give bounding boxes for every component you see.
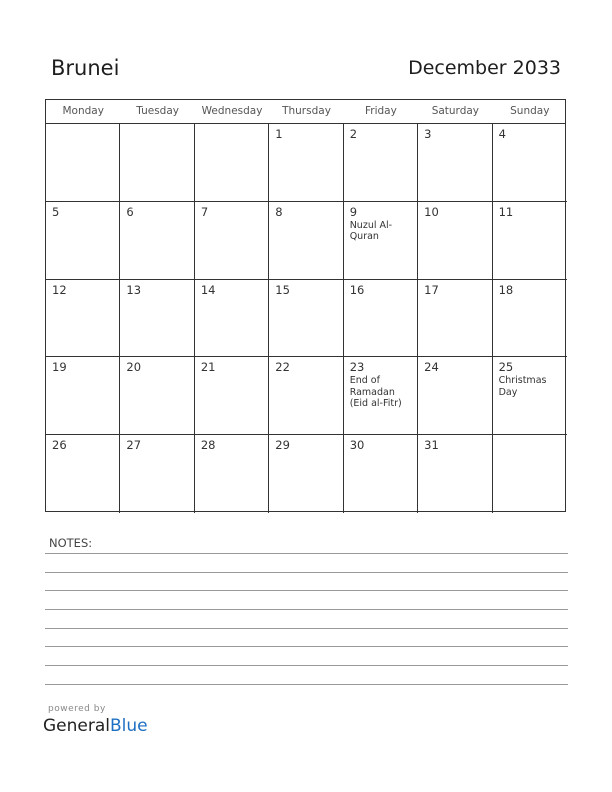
day-number: 31 xyxy=(424,438,439,453)
weekday-thursday: Thursday xyxy=(282,105,331,117)
day-number: 27 xyxy=(126,438,142,453)
day-number: 7 xyxy=(200,204,209,219)
day-number: 26 xyxy=(52,438,67,453)
brand-general: General xyxy=(43,716,110,736)
weekday-sunday: Sunday xyxy=(510,105,550,117)
day-cell xyxy=(344,202,418,280)
day-number: 18 xyxy=(498,282,514,297)
day-number: 10 xyxy=(424,204,439,219)
day-number: 3 xyxy=(424,127,432,141)
holiday-event: Christmas Day xyxy=(498,375,547,398)
note-line xyxy=(45,572,568,573)
calendar-grid xyxy=(45,99,566,512)
day-number: 25 xyxy=(498,360,514,375)
day-cell xyxy=(344,435,418,513)
brand-blue: Blue xyxy=(110,716,148,736)
day-number: 16 xyxy=(349,282,365,297)
weekday-tuesday: Tuesday xyxy=(136,105,179,117)
weekday-header-row xyxy=(46,100,565,124)
day-cell xyxy=(493,202,567,280)
day-cell xyxy=(269,124,343,202)
day-cell xyxy=(195,357,269,435)
day-cell xyxy=(418,435,492,513)
day-cell xyxy=(418,280,492,358)
day-cell xyxy=(46,435,120,513)
day-number: 1 xyxy=(275,127,283,141)
day-cell xyxy=(46,280,120,358)
note-line xyxy=(45,590,568,591)
day-number: 21 xyxy=(200,360,216,375)
powered-by-text: powered by xyxy=(48,704,106,714)
day-cell xyxy=(493,435,567,513)
day-cell xyxy=(344,124,418,202)
day-number: 5 xyxy=(52,204,60,219)
day-cell xyxy=(418,357,492,435)
day-cell xyxy=(120,435,194,513)
day-cell xyxy=(120,280,194,358)
day-cell xyxy=(195,280,269,358)
day-number: 4 xyxy=(498,127,506,141)
day-number: 14 xyxy=(200,282,216,297)
day-cell xyxy=(493,357,567,435)
day-number: 23 xyxy=(349,360,365,375)
day-number: 8 xyxy=(275,204,283,219)
day-cell xyxy=(120,202,194,280)
day-number: 29 xyxy=(275,438,290,453)
day-cell xyxy=(46,357,120,435)
day-number: 9 xyxy=(349,204,358,219)
holiday-event: Nuzul Al-Quran xyxy=(349,219,393,243)
day-cell xyxy=(418,202,492,280)
day-cell xyxy=(344,357,418,435)
day-cell xyxy=(195,202,269,280)
weekday-friday: Friday xyxy=(365,105,397,117)
day-cell xyxy=(493,124,567,202)
day-number: 17 xyxy=(424,282,439,297)
note-line xyxy=(45,609,568,610)
day-cell xyxy=(269,357,343,435)
day-cell xyxy=(46,202,120,280)
day-cell xyxy=(269,280,343,358)
day-cell xyxy=(418,124,492,202)
day-cell xyxy=(120,124,194,202)
note-line xyxy=(45,646,568,647)
note-line xyxy=(45,628,568,629)
day-number: 6 xyxy=(126,204,134,219)
notes-label: NOTES: xyxy=(49,536,93,550)
day-number: 30 xyxy=(349,438,365,453)
generalblue-logo xyxy=(43,716,148,736)
day-number: 12 xyxy=(52,282,67,297)
day-cell xyxy=(195,124,269,202)
day-number: 19 xyxy=(52,360,67,375)
day-number: 15 xyxy=(275,282,290,297)
note-line xyxy=(45,684,568,685)
day-number: 24 xyxy=(424,360,439,375)
day-cell xyxy=(269,202,343,280)
note-line xyxy=(45,665,568,666)
day-number: 11 xyxy=(498,204,514,219)
day-number: 22 xyxy=(275,360,290,375)
day-number: 20 xyxy=(126,360,142,375)
weekday-saturday: Saturday xyxy=(431,105,480,117)
country-title: Brunei xyxy=(51,56,120,80)
day-cell xyxy=(195,435,269,513)
day-cell xyxy=(269,435,343,513)
day-number: 2 xyxy=(349,127,358,141)
holiday-event: End of Ramadan (Eid al-Fitr) xyxy=(349,375,402,410)
day-cell xyxy=(493,280,567,358)
weekday-wednesday: Wednesday xyxy=(201,105,263,117)
day-number: 28 xyxy=(200,438,216,453)
day-number: 13 xyxy=(126,282,142,297)
weekday-monday: Monday xyxy=(62,105,104,117)
day-cell xyxy=(120,357,194,435)
month-title: December 2033 xyxy=(408,57,561,79)
note-line xyxy=(45,553,568,554)
day-cell xyxy=(344,280,418,358)
day-cell xyxy=(46,124,120,202)
